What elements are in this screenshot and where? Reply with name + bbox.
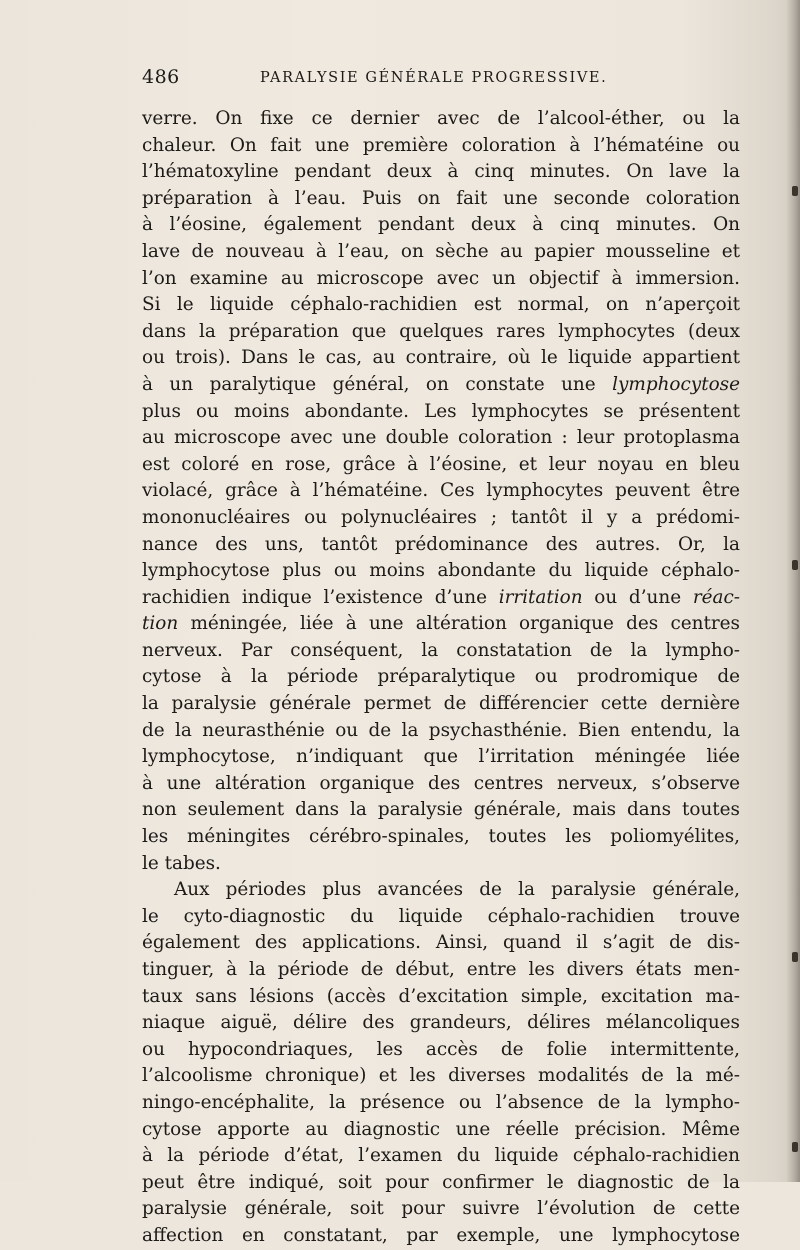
text-line: l’alcoolisme chronique) et les diverses modalités de la mé- [142,1065,740,1087]
text-line: cytose à la période préparalytique ou prodromique de [142,666,740,688]
page-number: 486 [142,66,180,88]
text-line: affection en constatant, par exemple, une lymphocytose [142,1224,740,1246]
text-line: Si le liquide céphalo-rachidien est normal, on n’aperçoit [142,294,740,316]
text-line: ningo-encéphalite, la présence ou l’absence de la lympho- [142,1091,740,1113]
text-line: non seulement dans la paralysie générale, mais dans toutes [142,799,740,821]
text-line: lave de nouveau à l’eau, on sèche au papier mousseline et [142,240,740,262]
text-line: paralysie générale, soit pour suivre l’évolution de cette [142,1198,740,1220]
text-line: violacé, grâce à l’hématéine. Ces lymphocytes peuvent être [142,480,740,502]
text-line-with-italic [142,611,740,638]
italic-term: irritation [498,586,583,608]
text-line: préparation à l’eau. Puis on fait une seconde coloration [142,187,740,209]
text-line: ou hypocondriaques, les accès de folie intermittente, [142,1038,740,1060]
italic-term: tion [142,613,179,635]
text-line: est coloré en rose, grâce à l’éosine, et leur noyau en bleu [142,453,740,475]
text-line: taux sans lésions (accès d’excitation simple, excitation ma- [142,985,740,1007]
text-line: la paralysie générale permet de différencier cette dernière [142,693,740,715]
text-line: les méningites cérébro-spinales, toutes les poliomyélites, [142,826,740,848]
text-segment: méningée, liée à une altération organique des centres [190,613,740,635]
page-edge-shadow [786,0,800,1182]
text-line: lymphocytose, n’indiquant que l’irritation méningée liée [142,746,740,768]
body-text [142,106,740,1250]
text-line: également des applications. Ainsi, quand il s’agit de dis- [142,932,740,954]
text-line: Aux périodes plus avancées de la paralysie générale, [174,879,740,901]
text-line: chaleur. On fait une première coloration à l’hématéine ou [142,134,740,156]
text-line: verre. On fixe ce dernier avec de l’alcool-éther, ou la [142,108,740,129]
text-line: mononucléaires ou polynucléaires ; tantôt il y a prédomi- [142,506,740,528]
text-line: le tabes. [142,852,221,874]
text-line: dans la préparation que quelques rares lymphocytes (deux [142,320,740,342]
text-line: à une altération organique des centres nerveux, s’observe [142,772,740,794]
text-line-with-italic [142,372,740,399]
text-line: ou trois). Dans le cas, au contraire, où le liquide appartient [142,347,740,369]
text-line: l’on examine au microscope avec un objectif à immersion. [142,267,740,289]
text-line: nance des uns, tantôt prédominance des autres. Or, la [142,533,740,555]
text-line: à la période d’état, l’examen du liquide céphalo-rachidien [142,1145,740,1167]
text-segment: rachidien indique l’existence d’une [142,586,487,608]
running-header [142,66,742,92]
text-line: niaque aiguë, délire des grandeurs, délires mélancoliques [142,1012,740,1034]
italic-term: réac- [692,586,740,608]
text-segment: ou d’une [594,586,682,608]
text-line: l’hématoxyline pendant deux à cinq minutes. On lave la [142,161,740,183]
italic-term: lymphocytose [612,373,740,395]
text-line: plus ou moins abondante. Les lymphocytes se présentent [142,400,740,422]
text-segment: à un paralytique général, on constate une [142,373,596,395]
text-line: nerveux. Par conséquent, la constatation de la lympho- [142,639,740,661]
text-line: lymphocytose plus ou moins abondante du liquide céphalo- [142,560,740,582]
text-line: à l’éosine, également pendant deux à cinq minutes. On [142,214,740,236]
text-line: peut être indiqué, soit pour confirmer le diagnostic de la [142,1171,740,1193]
text-line: tinguer, à la période de début, entre les divers états men- [142,959,740,980]
running-title: PARALYSIE GÉNÉRALE PROGRESSIVE. [260,70,608,86]
text-line: de la neurasthénie ou de la psychasthénie. Bien entendu, la [142,719,740,741]
text-line: cytose apporte au diagnostic une réelle précision. Même [142,1118,740,1140]
text-line: le cyto-diagnostic du liquide céphalo-rachidien trouve [142,905,740,927]
text-line: au microscope avec une double coloration : leur protoplasma [142,427,740,449]
text-line-with-italic [142,585,740,612]
